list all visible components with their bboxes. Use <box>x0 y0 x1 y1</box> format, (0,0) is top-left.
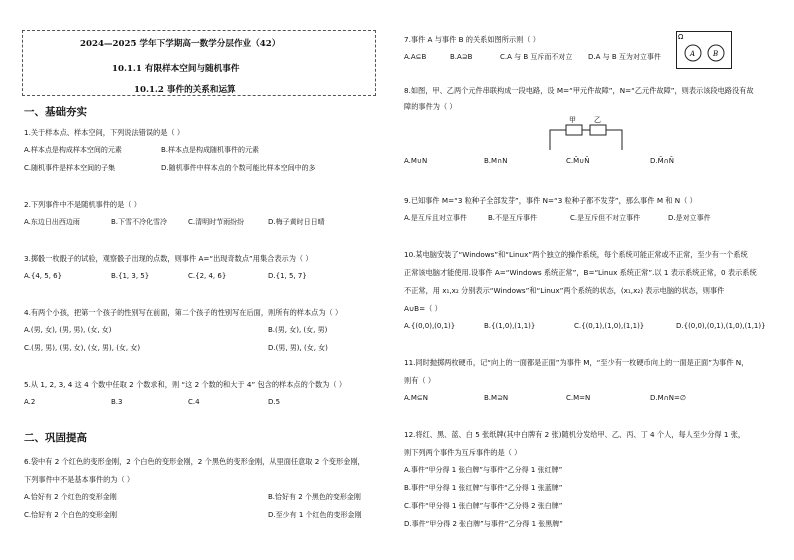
q4-stem: 4.有两个小孩，把第一个孩子的性别写在前面，第二个孩子的性别写在后面，则所有的样本点为（ ） <box>24 308 343 317</box>
circuit-wire-right <box>606 130 622 150</box>
q1-option-c: C.随机事件是样本空间的子集 <box>24 164 116 172</box>
q10-line4: A∪B=（ ） <box>404 304 442 313</box>
circuit-wire-left <box>550 130 566 150</box>
q1-option-b: B.样本点是构成随机事件的元素 <box>161 146 260 154</box>
q9-option-c: C.是互斥但不对立事件 <box>570 214 641 222</box>
q10-line3: 不正常，用 x₁,x₂ 分别表示“Windows”和“Linux”两个系统的状态，(x₁,x₂) 表示电脑的状态，则事件 <box>404 286 725 295</box>
q7-option-c: C.A 与 B 互斥而不对立 <box>500 53 573 61</box>
q12-option-a: A.事件“甲分得 1 张白牌”与事件“乙分得 1 张红牌” <box>404 466 563 474</box>
q11-line2: 则有（ ） <box>404 376 436 385</box>
q11-line1: 11.同时抛掷两枚硬币，记“向上的一面都是正面”为事件 M，“至少有一枚硬币向上的一面是正面”为事件 N， <box>404 358 749 367</box>
q9-option-a: A.是互斥且对立事件 <box>404 214 467 222</box>
jia-label: 甲 <box>569 116 576 124</box>
q8-option-a: A.M∪N <box>404 157 428 165</box>
resistor-jia <box>566 125 582 135</box>
q3-option-a: A.{4, 5, 6} <box>24 272 63 280</box>
q12-option-c: C.事件“甲分得 1 张白牌”与事件“乙分得 2 张白牌” <box>404 502 563 510</box>
q2-option-a: A.东边日出西边雨 <box>24 218 80 226</box>
q5-stem: 5.从 1, 2, 3, 4 这 4 个数中任取 2 个数求和，则 “这 2 个数的和大于 4” 包含的样本点的个数为（ ） <box>24 380 347 389</box>
q4-option-c: C.(男, 男), (男, 女), (女, 男), (女, 女) <box>24 344 141 352</box>
q4-option-a: A.(男, 女), (男, 男), (女, 女) <box>24 326 112 334</box>
q7-option-a: A.A⊆B <box>404 53 427 61</box>
q6-stem-line2: 下列事件中不是基本事件的为（ ） <box>24 475 135 484</box>
q5-option-c: C.4 <box>188 398 200 406</box>
venn-omega-label: Ω <box>678 33 684 41</box>
lesson-title-1: 10.1.1 有限样本空间与随机事件 <box>112 64 240 74</box>
q12-line1: 12.将红、黑、蓝、白 5 张纸牌(其中白牌有 2 张)随机分发给甲、乙、丙、丁 4 个人，每人至少分得 1 张， <box>404 430 746 439</box>
q2-option-c: C.清明时节雨纷纷 <box>188 218 245 226</box>
q7-stem: 7.事件 A 与事件 B 的关系如图所示则（ ） <box>404 35 540 44</box>
q3-option-c: C.{2, 4, 6} <box>188 272 227 280</box>
q8-option-c: C.M̄∪N̄ <box>566 157 590 165</box>
q1-option-d: D.随机事件中样本点的个数可能比样本空间中的多 <box>161 164 316 172</box>
q5-option-d: D.5 <box>268 398 281 406</box>
q7-option-b: B.A⊇B <box>450 53 473 61</box>
q1-stem: 1.关于样本点、样本空间，下列说法错误的是（ ） <box>24 128 185 137</box>
q11-option-b: B.M⊇N <box>484 394 509 402</box>
section-basic: 一、基础夯实 <box>24 106 87 118</box>
q2-option-b: B.下雪不冷化雪冷 <box>111 218 168 226</box>
q3-option-d: D.{1, 5, 7} <box>268 272 307 280</box>
q5-option-b: B.3 <box>111 398 123 406</box>
q11-option-d: D.M∩N=∅ <box>650 394 686 402</box>
q11-option-c: C.M=N <box>566 394 591 402</box>
q12-line2: 则下列两个事件为互斥事件的是（ ） <box>404 448 522 457</box>
q7-venn-diagram <box>676 31 732 69</box>
q12-option-b: B.事件“甲分得 1 张红牌”与事件“乙分得 1 张蓝牌” <box>404 484 563 492</box>
q8-option-b: B.M∩N <box>484 157 508 165</box>
q10-line1: 10.某电脑安装了“Windows”和“Linux”两个独立的操作系统，每个系统可能正常或不正常，至少有一个系统 <box>404 250 748 259</box>
q12-option-d: D.事件“甲分得 2 张白牌”与事件“乙分得 1 张黑牌” <box>404 520 563 528</box>
yi-label: 乙 <box>594 116 601 124</box>
q9-option-b: B.不是互斥事件 <box>488 214 538 222</box>
q10-option-b: B.{(1,0),(1,1)} <box>484 322 536 330</box>
q7-option-d: D.A 与 B 互为对立事件 <box>588 53 661 61</box>
q5-option-a: A.2 <box>24 398 36 406</box>
venn-a-label: A <box>690 50 696 58</box>
q6-option-d: D.至少有 1 个红色的变形金刚 <box>268 511 362 519</box>
q4-option-b: B.(男, 女), (女, 男) <box>268 326 328 334</box>
q9-option-d: D.是对立事件 <box>668 214 711 222</box>
q2-stem: 2.下列事件中不是随机事件的是（ ） <box>24 200 141 209</box>
q8-stem-line1: 8.如图，甲、乙两个元件串联构成一段电路，设 M=“甲元件故障”，N=“乙元件故障”，则表示该段电路没有故 <box>404 86 754 95</box>
q2-option-d: D.梅子黄时日日晴 <box>268 218 325 226</box>
q4-option-d: D.(男, 男), (女, 女) <box>268 344 328 352</box>
q6-option-c: C.恰好有 2 个白色的变形金刚 <box>24 511 118 519</box>
q6-stem-line1: 6.袋中有 2 个红色的变形金刚，2 个白色的变形金刚，2 个黑色的变形金刚，从里面任意取 2 个变形金刚， <box>24 457 365 466</box>
q6-option-b: B.恰好有 2 个黑色的变形金刚 <box>268 493 361 501</box>
section-advanced: 二、巩固提高 <box>24 432 87 444</box>
q10-option-c: C.{(0,1),(1,0),(1,1)} <box>574 322 645 330</box>
q6-option-a: A.恰好有 2 个红色的变形金刚 <box>24 493 117 501</box>
q10-line2: 正常该电脑才能使用.设事件 A=“Windows 系统正常”，B=“Linux 系统正常”.以 1 表示系统正常，0 表示系统 <box>404 268 757 277</box>
venn-b-label: B <box>713 50 719 58</box>
q10-option-a: A.{(0,0),(0,1)} <box>404 322 456 330</box>
q3-stem: 3.掷骰一枚骰子的试验，观察骰子出现的点数，则事件 A=“出现奇数点”用集合表示为（ ） <box>24 254 313 263</box>
q8-option-d: D.M̄∩N̄ <box>650 157 675 165</box>
lesson-title-2: 10.1.2 事件的关系和运算 <box>134 85 236 95</box>
q8-circuit-diagram <box>540 112 630 152</box>
q8-stem-line2: 障的事件为（ ） <box>404 102 457 111</box>
q11-option-a: A.M⊆N <box>404 394 429 402</box>
resistor-yi <box>590 125 606 135</box>
q10-option-d: D.{(0,0),(0,1),(1,0),(1,1)} <box>676 322 766 330</box>
q1-option-a: A.样本点是构成样本空间的元素 <box>24 146 122 154</box>
page-title: 2024—2025 学年下学期高一数学分层作业（42） <box>80 39 281 49</box>
q9-stem: 9.已知事件 M=“3 粒种子全部发芽”，事件 N=“3 粒种子都不发芽”，那么事件 M 和 N（ ） <box>404 196 697 205</box>
q3-option-b: B.{1, 3, 5} <box>111 272 150 280</box>
